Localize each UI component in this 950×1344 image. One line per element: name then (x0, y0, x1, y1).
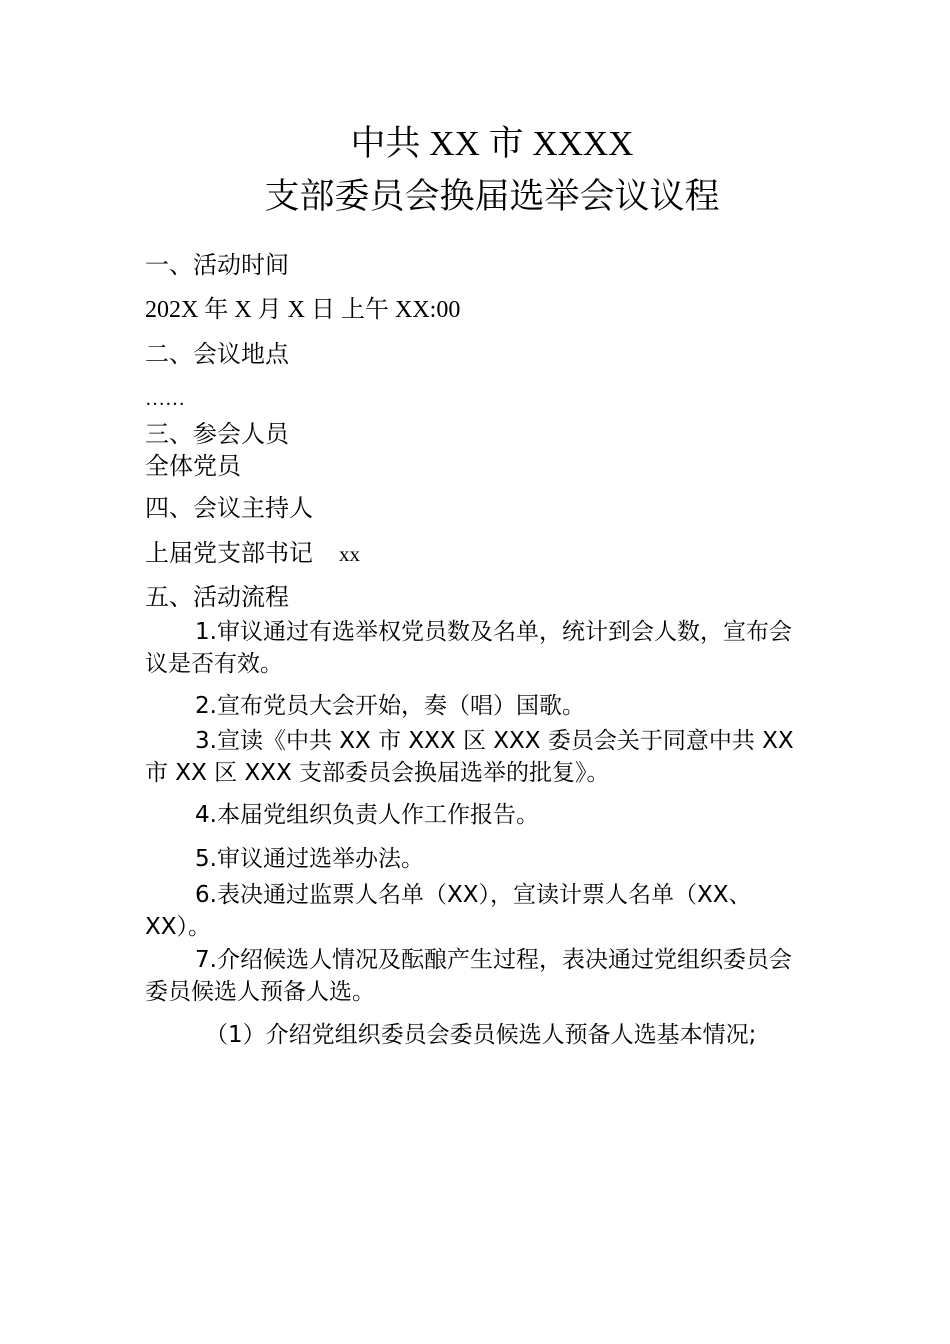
section-time-heading: 一、活动时间 (145, 251, 289, 279)
process-sub-item-1: （1）介绍党组织委员会委员候选人预备人选基本情况; (205, 1022, 757, 1048)
process-step-3: 3.宣读《中共 XX 市 XXX 区 XXX 委员会关于同意中共 XX 市 XX 区 XXX 支部委员会换届选举的批复》。 (145, 728, 794, 786)
process-step-7: 7.介绍候选人情况及酝酿产生过程，表决通过党组织委员会委员候选人预备人选。 (145, 947, 792, 1005)
process-step-1: 1.审议通过有选举权党员数及名单，统计到会人数，宣布会议是否有效。 (145, 619, 792, 677)
process-step-4: 4.本届党组织负责人作工作报告。 (195, 802, 539, 828)
section-time-value: 202X 年 X 月 X 日 上午 XX:00 (145, 297, 461, 323)
section-host-value (145, 537, 360, 570)
document-title-line-1: 中共 XX 市 XXXX (350, 124, 634, 163)
document-title-line-2: 支部委员会换届选举会议议程 (264, 177, 720, 217)
section-attendees-value: 全体党员 (145, 452, 241, 480)
section-place-value: …… (145, 388, 185, 410)
process-step-5: 5.审议通过选举办法。 (195, 846, 424, 872)
host-role: 上届党支部书记 (145, 539, 313, 567)
section-process-heading: 五、活动流程 (145, 583, 289, 611)
section-place-heading: 二、会议地点 (145, 340, 289, 368)
host-name: xx (339, 542, 360, 566)
section-host-heading: 四、会议主持人 (145, 494, 313, 522)
process-step-6: 6.表决通过监票人名单（XX），宣读计票人名单（XX、 XX）。 (145, 882, 752, 940)
section-attendees-heading: 三、参会人员 (145, 420, 289, 448)
process-step-2: 2.宣布党员大会开始，奏（唱）国歌。 (195, 693, 585, 719)
